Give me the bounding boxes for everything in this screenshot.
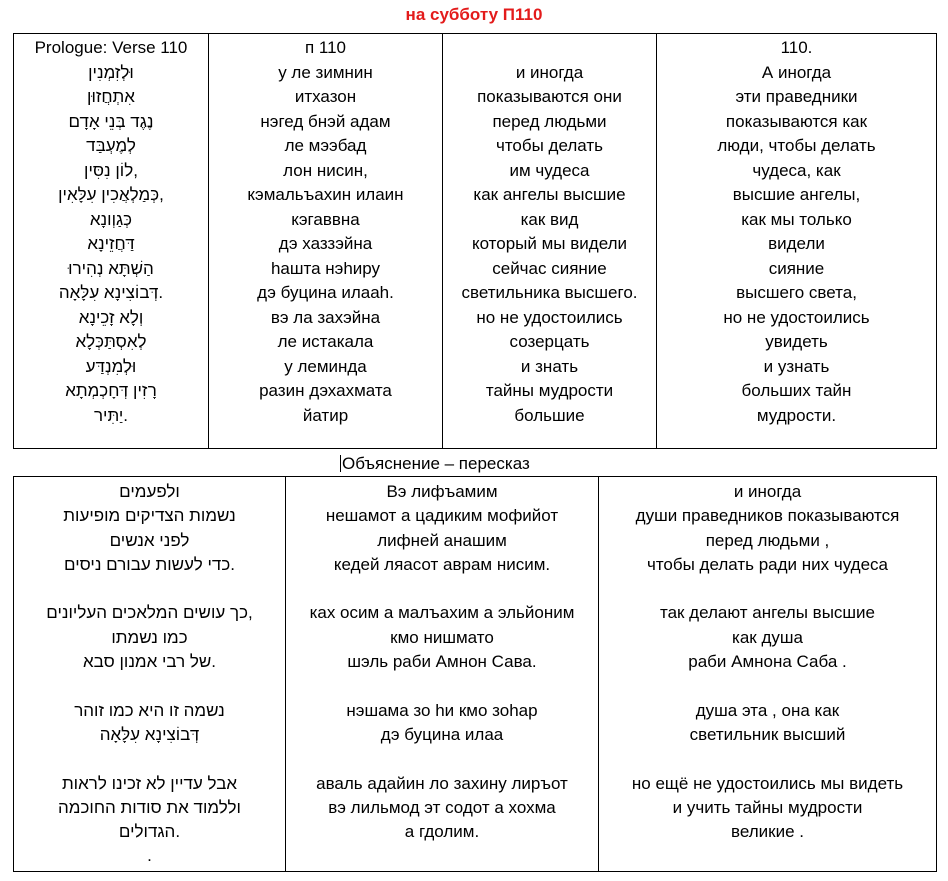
verse-line: но не удостоились — [476, 307, 623, 327]
verse-line: эти праведники — [735, 87, 858, 106]
explanation-line: .כדי לעשות עבורם ניסים — [64, 554, 235, 574]
verse-line: и знать — [520, 356, 579, 376]
verse-line: וּלְמִנְדַּע — [85, 356, 137, 376]
verse-line: ле истакала — [277, 332, 374, 351]
paragraph-gap — [599, 674, 936, 698]
verse-line: וְלָא זָכֵינָא — [78, 307, 144, 327]
verse-line: и узнать — [763, 356, 830, 376]
verse-line — [443, 36, 656, 61]
verse-line: לְאִסְתַּכְּלָא — [75, 332, 147, 351]
paragraph-gap — [599, 577, 936, 601]
explanation-line: раби Амнона Саба . — [688, 652, 847, 672]
transliterated-explanation-column — [286, 477, 599, 872]
explanation-line: ках осим а малъахим а эльйоним — [309, 603, 575, 623]
verse-line: видели — [768, 234, 825, 253]
verse-line: דַּחֲזֵינָא — [87, 234, 135, 253]
explanation-line: и иногда — [733, 482, 802, 501]
explanation-line: чтобы делать ради них чудеса — [646, 554, 889, 574]
verse-line: больших тайн — [741, 381, 852, 400]
verse-line: וּלְזִמְנִין — [88, 62, 134, 82]
explanation-line: דְּבוֹצִינָא עִלָּאָה — [99, 724, 200, 744]
aramaic-column — [14, 34, 209, 449]
explanation-line: нэшама зо hи кмо зоhар — [346, 700, 538, 720]
verse-line: мудрости. — [756, 405, 837, 425]
explanation-line: ,כך עושים המלאכים העליונים — [46, 603, 253, 623]
verse-line: йатир — [302, 405, 349, 425]
verse-line: высшие ангелы, — [732, 185, 861, 204]
verse-line: и иногда — [515, 62, 584, 82]
verse-line: как мы только — [741, 209, 852, 229]
verse-line: רָזִין דְּחָכְמְתָא — [65, 381, 157, 400]
verse-line: большие — [514, 405, 585, 425]
verse-line: который мы видели — [471, 234, 628, 253]
verse-line: .דְּבוֹצִינָא עִלָּאָה — [58, 283, 164, 302]
explanation-line: ולפעמים — [119, 482, 180, 501]
explanation-line: великие . — [731, 822, 804, 842]
explanation-line: נשמה זו היא כמו זוהר — [74, 700, 225, 720]
paragraph-gap — [286, 747, 598, 771]
explanation-label — [340, 453, 530, 475]
explanation-line: перед людьми , — [705, 530, 830, 550]
translation-column — [443, 34, 657, 449]
verse-line: hашта нэhиру — [270, 258, 381, 278]
verse-line: показываются как — [725, 111, 868, 131]
explanation-text: Объяснение – пересказ — [342, 454, 530, 473]
verse-line: Prologue: Verse 110 — [34, 38, 188, 57]
verse-line: тайны мудрости — [485, 381, 614, 400]
verse-line: п 110 — [304, 38, 347, 57]
verse-line: чтобы делать — [495, 136, 604, 155]
verse-line: как вид — [520, 209, 579, 229]
explanation-line: לפני אנשים — [109, 530, 190, 550]
verse-line: 110. — [780, 38, 813, 57]
explanation-line: .הגדולים — [118, 822, 181, 842]
russian-explanation-column — [599, 477, 937, 872]
verse-table — [13, 33, 937, 449]
explanation-line: .של רבי אמנון סבא — [82, 652, 217, 672]
explanation-line: светильник высший — [689, 724, 846, 744]
explanation-line: а гдолим. — [404, 822, 480, 842]
verse-line: люди, чтобы делать — [717, 136, 876, 155]
explanation-line: дэ буцина илаа — [380, 724, 504, 744]
verse-line: как ангелы высшие — [473, 185, 626, 204]
hebrew-explanation-column — [14, 477, 286, 872]
text-cursor — [340, 455, 341, 472]
explanation-line: кмо нишмато — [390, 627, 494, 647]
verse-line: нэгед бнэй адам — [260, 111, 391, 131]
verse-line: כְּגַוְונָא — [89, 209, 133, 229]
page-title: на субботу П110 — [405, 5, 543, 24]
explanation-line: вэ лильмод эт содот а хохма — [328, 797, 556, 817]
paraphrase-column — [657, 34, 937, 449]
explanation-table — [13, 476, 937, 872]
verse-line: вэ ла захэйна — [270, 307, 381, 327]
verse-line: дэ хаззэйна — [278, 234, 373, 253]
verse-line: ,כְּמַלְאֲכִין עִלָּאִין — [58, 185, 164, 204]
verse-line: .יַתִּיר — [93, 405, 129, 425]
verse-line: הַשְׁתָּא נְהִירוּ — [68, 258, 154, 278]
verse-line: кэмальъахин илаин — [247, 185, 404, 204]
explanation-line: но ещё не удостоились мы видеть — [631, 773, 904, 793]
verse-line: высшего света, — [736, 283, 857, 302]
verse-line: А иногда — [761, 62, 832, 82]
verse-line: чудеса, как — [752, 160, 841, 180]
explanation-line: כמו נשמתו — [111, 627, 188, 647]
paragraph-gap — [599, 747, 936, 771]
explanation-line: . — [147, 846, 152, 866]
explanation-line: и учить тайны мудрости — [672, 797, 863, 817]
paragraph-gap — [14, 747, 285, 771]
verse-line: но не удостоились — [723, 307, 870, 327]
paragraph-gap — [14, 674, 285, 698]
explanation-line: душа эта , она как — [695, 700, 840, 720]
explanation-line: шэль раби Амнон Сава. — [347, 652, 537, 672]
explanation-line: лифней анашим — [377, 530, 507, 550]
explanation-line: нешамот а цадиким мофийот — [325, 506, 559, 526]
verse-line: показываются они — [477, 87, 622, 106]
verse-line: ле мээбад — [284, 136, 367, 155]
transliteration-column — [209, 34, 443, 449]
verse-line: разин дэхахмата — [259, 381, 392, 400]
explanation-line: души праведников показываются — [635, 506, 900, 526]
verse-line: נֶגֶד בְּנֵי אָדָם — [68, 111, 154, 131]
verse-line: увидеть — [765, 332, 828, 351]
verse-line: перед людьми — [492, 111, 607, 131]
explanation-line: как душа — [732, 627, 803, 647]
verse-line: созерцать — [509, 332, 590, 351]
explanation-line: אבל עדיין לא זכינו לראות — [61, 773, 238, 793]
verse-line: לְמֶעְבַּד — [86, 136, 136, 155]
verse-line: у ле зимнин — [278, 62, 373, 82]
verse-line: кэгаввна — [291, 209, 360, 229]
verse-line: ,לוֹן נִסִּין — [84, 160, 138, 180]
paragraph-gap — [286, 577, 598, 601]
verse-line: лон нисин, — [283, 160, 368, 180]
explanation-line: аваль адайин ло захину лиръот — [316, 773, 568, 793]
verse-line: אִתְחֲזוּן — [87, 87, 135, 106]
verse-line: итхазон — [294, 87, 357, 106]
verse-line: дэ буцина илааh. — [257, 283, 394, 302]
explanation-line: кедей ляасот аврам нисим. — [333, 554, 551, 574]
verse-line: сияние — [768, 258, 825, 278]
verse-line: светильника высшего. — [461, 283, 638, 302]
verse-line: им чудеса — [509, 160, 590, 180]
verse-line: сейчас сияние — [492, 258, 607, 278]
explanation-line: נשמות הצדיקים מופיעות — [63, 506, 236, 526]
explanation-line: Вэ лифъамим — [386, 482, 498, 501]
explanation-line: так делают ангелы высшие — [659, 603, 876, 623]
paragraph-gap — [14, 577, 285, 601]
paragraph-gap — [286, 674, 598, 698]
explanation-line: וללמוד את סודות החוכמה — [58, 797, 241, 817]
verse-line: у леминда — [284, 356, 367, 376]
